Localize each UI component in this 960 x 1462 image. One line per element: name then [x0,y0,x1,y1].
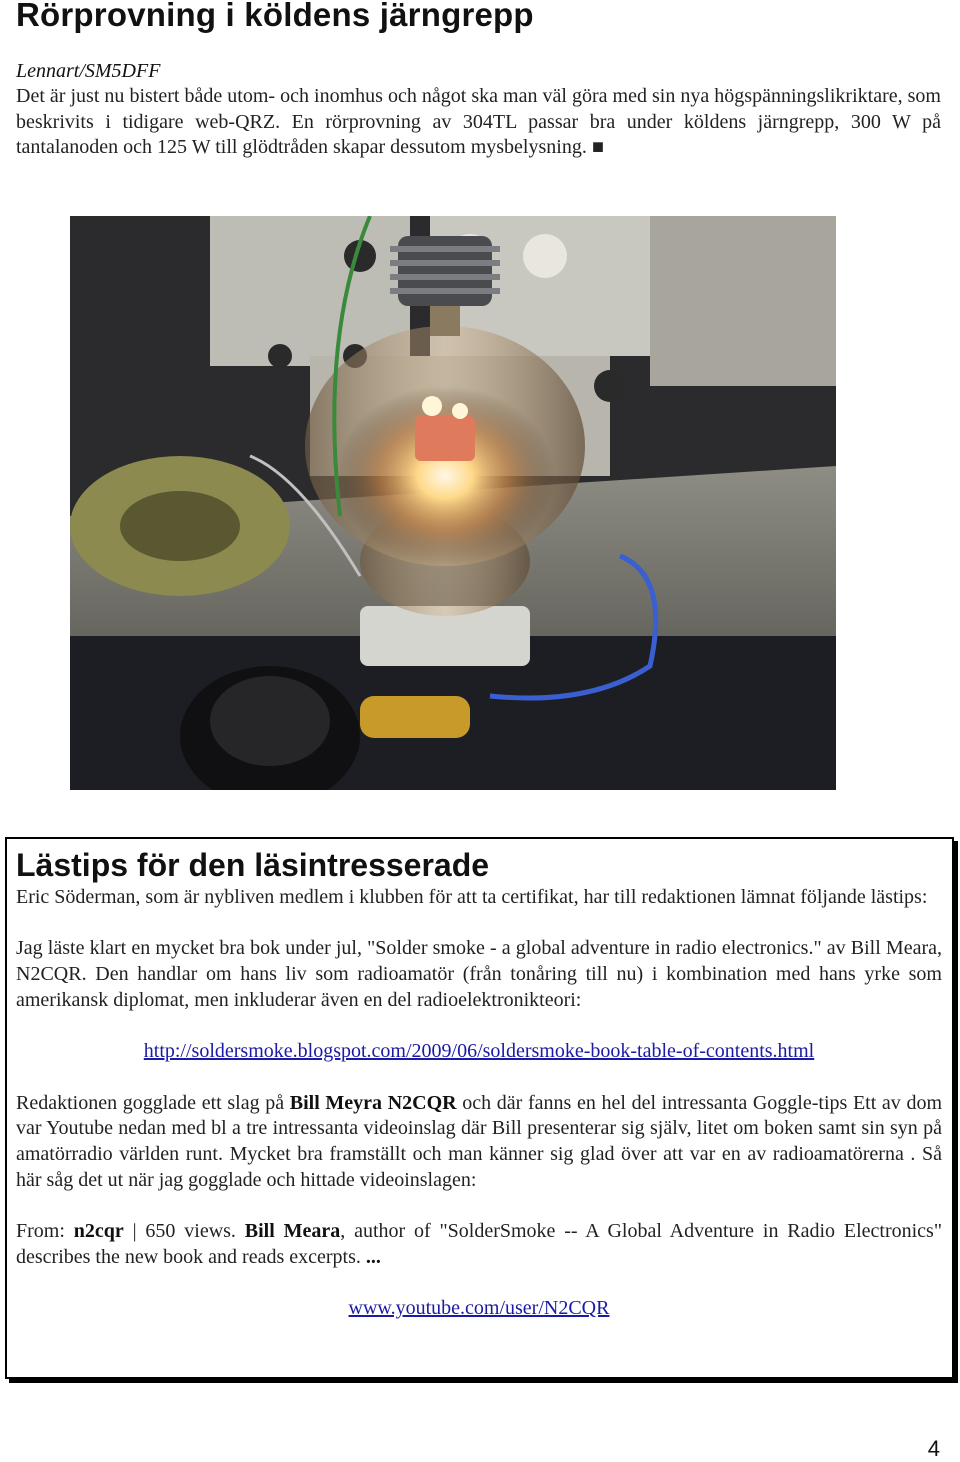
intro-text: Det är just nu bistert både utom- och inomhus och något ska man väl göra med sin nya högspänningslikriktare, som beskrivits i tidigare web-QRZ. En rörprovning av 304TL passar bra under köldens järngrepp, 300 W på tantalanoden och 125 W till glödtråden skapar dessutom mysbelysning. [16,85,941,159]
p4-name: Bill Meara [244,1220,341,1243]
tips-heading: Lästips för den läsintresserade [16,847,490,883]
p4-views: 650 views. [136,1220,245,1243]
end-mark: ■ [591,136,604,159]
tips-paragraph-3 [16,1091,942,1194]
tube-photo-illustration [70,216,836,790]
p4-ellipsis: ... [365,1245,381,1268]
p4-user: n2cqr [73,1220,124,1243]
p4-rest: , author of "SolderSmoke -- A Global Adventure in Radio Electronics" describes the new book and reads excerpts. [16,1220,943,1268]
article-title: Rörprovning i köldens järngrepp [16,0,534,33]
soldersmoke-link[interactable]: http://soldersmoke.blogspot.com/2009/06/soldersmoke-book-table-of-contents.html [143,1040,815,1063]
tips-paragraph-2: Jag läste klart en mycket bra bok under jul, "Solder smoke - a global adventure in radio electronics." av Bill Meara, N2CQR. Den handlar om hans liv som radioamatör (från tonåring till nu) i kombination med hans yrke som amerikansk diplomat, men inkluderar även en del radioelektronikteori: [16,937,942,1011]
youtube-link[interactable]: www.youtube.com/user/N2CQR [348,1297,610,1320]
article-intro [16,84,941,161]
link-line-1 [16,1039,942,1065]
page-number: 4 [927,1436,940,1461]
p4-separator: | [132,1220,137,1243]
tips-paragraph-4 [16,1219,942,1270]
p3-after: och där fanns en hel del intressanta Goggle-tips Ett av dom var Youtube nedan med bl a tre intressanta videoinslag där Bill presenterar sig själv, litet om boken samt sin syn på amatörradio världen runt. Mycket bra framställt och man känner sig glad över att var en av radioamatörerna . Så här såg det ut när jag gogglade och hittade videoinslagen: [16,1091,943,1191]
p3-before: Redaktionen gogglade ett slag på [16,1091,290,1114]
tube-photo [70,216,836,790]
article-author: Lennart/SM5DFF [16,60,161,82]
reading-tips-box [5,837,954,1379]
tips-paragraph-1: Eric Söderman, som är nybliven medlem i klubben för att ta certifikat, har till redaktionen lämnat följande lästips: [16,886,928,908]
p3-bold-name: Bill Meyra N2CQR [289,1091,457,1114]
p4-from: From: [16,1220,74,1243]
link-line-2 [16,1296,942,1322]
